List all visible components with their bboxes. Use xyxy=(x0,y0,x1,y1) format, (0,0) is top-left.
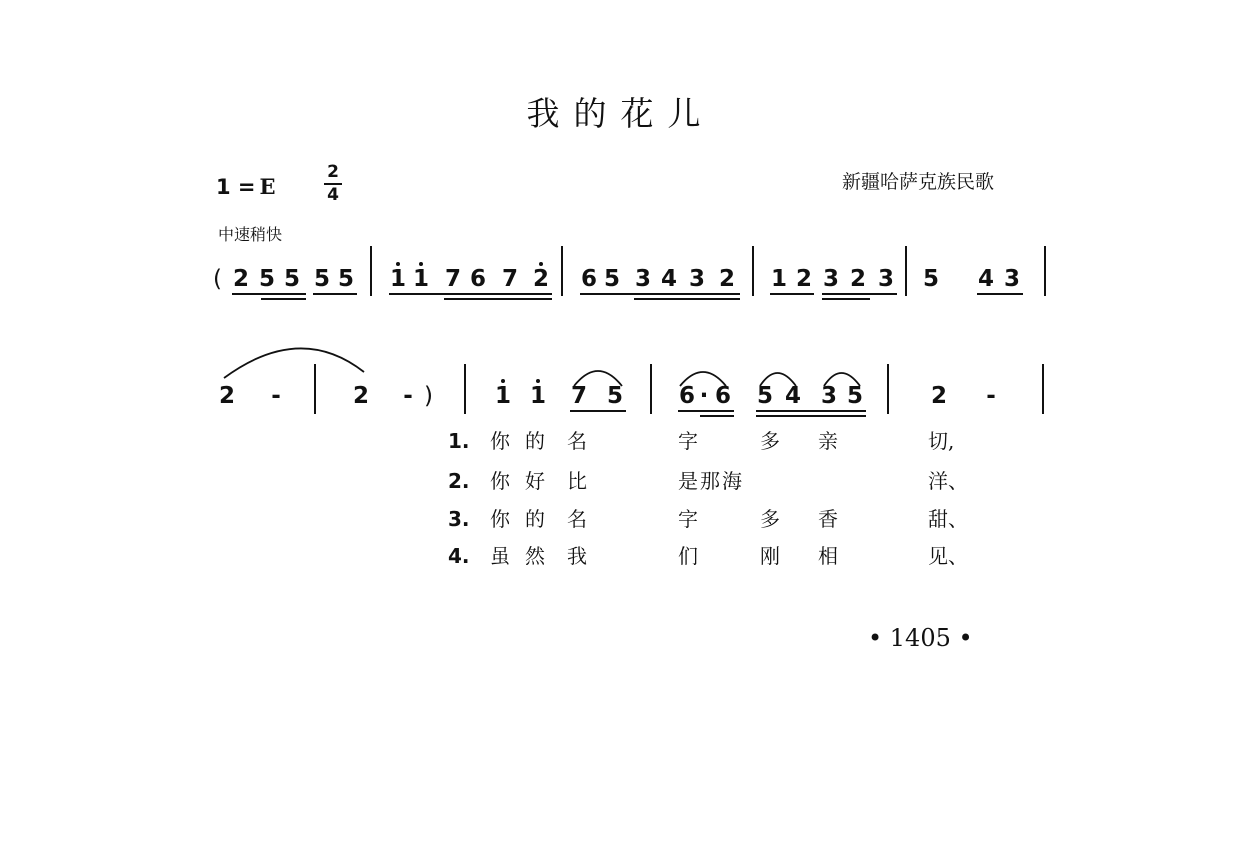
lyric: 的 xyxy=(525,429,545,453)
note: 4 xyxy=(977,266,994,292)
note: 7 xyxy=(501,266,518,292)
key-prefix: 1 = xyxy=(216,175,256,199)
note: 5 xyxy=(606,383,623,409)
note: 7 xyxy=(570,383,587,409)
note: 6 xyxy=(714,383,731,409)
open-paren: ( xyxy=(213,266,222,292)
note: 2 xyxy=(218,383,235,409)
slur xyxy=(680,372,726,386)
lyric: 你 xyxy=(490,507,510,531)
note: 1 xyxy=(494,383,511,409)
note: 5 xyxy=(313,266,330,292)
lyric: 我 xyxy=(567,544,587,568)
lyric: 好 xyxy=(525,469,545,493)
note: 1 xyxy=(529,383,546,409)
verse-number: 3. xyxy=(448,507,470,531)
note: 2 xyxy=(352,383,369,409)
lyric: 多 xyxy=(760,507,780,531)
tie-slur xyxy=(224,348,364,378)
lyric: 香 xyxy=(818,507,838,531)
lyric: 字 xyxy=(678,507,698,531)
note: 2 xyxy=(849,266,866,292)
note: 2 xyxy=(232,266,249,292)
close-paren: ) xyxy=(424,383,433,409)
lyric: 比 xyxy=(567,469,587,493)
page-number: • 1405 • xyxy=(868,624,973,652)
note: 3 xyxy=(634,266,651,292)
lyric: 切, xyxy=(928,429,955,453)
note: 1 xyxy=(770,266,787,292)
note: 2 xyxy=(718,266,735,292)
lyric: 字 xyxy=(678,429,698,453)
note: 5 xyxy=(337,266,354,292)
slur xyxy=(760,373,796,386)
lyric: 相 xyxy=(818,544,838,568)
lyric: 是那海 xyxy=(678,469,744,493)
slur xyxy=(824,373,860,386)
note: 6 xyxy=(678,383,695,409)
augmentation-dot: · xyxy=(699,383,709,409)
lyric: 你 xyxy=(490,469,510,493)
note: 7 xyxy=(444,266,461,292)
note: 6 xyxy=(469,266,486,292)
key-name: E xyxy=(259,174,276,199)
note: 2 xyxy=(532,266,549,292)
song-title: 我的花儿 xyxy=(526,94,715,133)
note: 3 xyxy=(820,383,837,409)
note: 3 xyxy=(822,266,839,292)
verse-number: 1. xyxy=(448,429,470,453)
dash: - xyxy=(271,383,281,409)
note: 5 xyxy=(846,383,863,409)
lyric: 们 xyxy=(678,544,698,568)
lyric: 多 xyxy=(760,429,780,453)
time-signature-bottom: 4 xyxy=(327,185,339,205)
note: 3 xyxy=(877,266,894,292)
note: 2 xyxy=(930,383,947,409)
note: 6 xyxy=(580,266,597,292)
lyric: 甜、 xyxy=(928,507,968,531)
lyric: 虽 xyxy=(490,544,510,568)
note: 1 xyxy=(412,266,429,292)
note: 5 xyxy=(258,266,275,292)
lyric: 然 xyxy=(525,544,545,568)
note: 5 xyxy=(283,266,300,292)
slur xyxy=(574,371,622,386)
lyric: 名 xyxy=(567,507,587,531)
note: 5 xyxy=(922,266,939,292)
lyric: 见、 xyxy=(928,544,968,568)
note: 4 xyxy=(784,383,801,409)
note: 5 xyxy=(756,383,773,409)
verse-number: 2. xyxy=(448,469,470,493)
lyric: 亲 xyxy=(818,429,838,453)
dash: - xyxy=(403,383,413,409)
lyric: 的 xyxy=(525,507,545,531)
note: 5 xyxy=(603,266,620,292)
note: 3 xyxy=(688,266,705,292)
lyric: 你 xyxy=(490,429,510,453)
note: 3 xyxy=(1003,266,1020,292)
lyric: 名 xyxy=(567,429,587,453)
lyric: 刚 xyxy=(760,544,780,568)
lyric: 洋、 xyxy=(928,469,968,493)
note: 2 xyxy=(795,266,812,292)
time-signature-top: 2 xyxy=(327,162,339,182)
note: 4 xyxy=(660,266,677,292)
dash: - xyxy=(986,383,996,409)
tempo-marking: 中速稍快 xyxy=(218,225,283,244)
song-origin: 新疆哈萨克族民歌 xyxy=(842,171,995,193)
verse-number: 4. xyxy=(448,544,470,568)
note: 1 xyxy=(389,266,406,292)
